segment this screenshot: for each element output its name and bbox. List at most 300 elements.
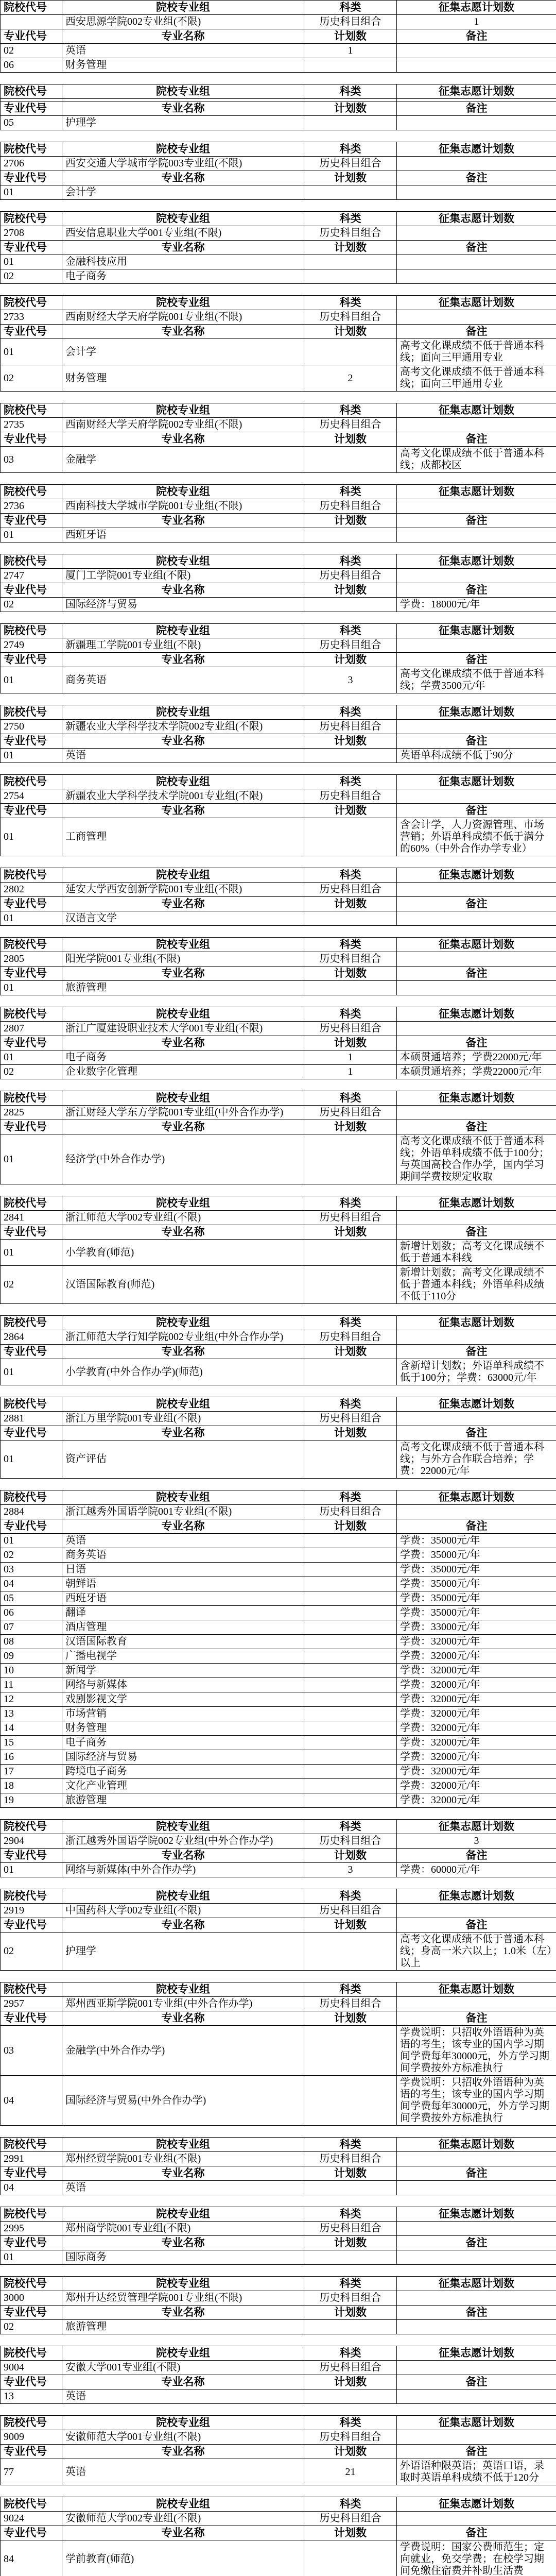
school-code: 2802 <box>1 883 62 897</box>
major-code: 01 <box>1 1359 62 1385</box>
header-major-name: 专业名称 <box>62 432 304 447</box>
table-row <box>1 528 556 543</box>
header-row <box>1 705 556 720</box>
major-note: 学费说明：国家公费师范生；定向就业，免交学费；在校学习期间免缴住宿费并补助生活费 <box>397 2540 556 2576</box>
plan-total <box>397 1211 556 1225</box>
school-table <box>0 2276 556 2334</box>
major-code: 02 <box>1 1065 62 1079</box>
header-note: 备注 <box>397 101 556 116</box>
header-major-code: 专业代号 <box>1 1345 62 1359</box>
subject: 历史科目组合 <box>304 499 397 514</box>
major-name: 市场营销 <box>62 1707 304 1721</box>
major-count <box>304 2389 397 2404</box>
major-code: 01 <box>1 911 62 926</box>
major-note: 高考文化课成绩不低于普通本科线；面向三甲通用专业 <box>397 339 556 365</box>
header-code: 院校代号 <box>1 1 62 15</box>
subject: 历史科目组合 <box>304 1330 397 1345</box>
header-count: 计划数 <box>304 1918 397 1933</box>
school-code: 2805 <box>1 952 62 967</box>
header-group: 院校专业组 <box>62 624 304 638</box>
major-name: 国际经济与贸易(中外合作办学) <box>62 2076 304 2126</box>
group-name: 郑州商学院001专业组(不限) <box>62 2222 304 2236</box>
header-row <box>1 2497 556 2512</box>
header-plan: 征集志愿计划数 <box>397 212 556 226</box>
major-code: 03 <box>1 2026 62 2076</box>
header-group: 院校专业组 <box>62 403 304 418</box>
header-group: 院校专业组 <box>62 775 304 789</box>
header-subject: 科类 <box>304 2138 397 2152</box>
major-code: 06 <box>1 1606 62 1620</box>
major-code: 13 <box>1 2389 62 2404</box>
major-name: 小学教育(师范) <box>62 1240 304 1266</box>
header-row <box>1 1 556 15</box>
major-note: 本硕贯通培养；学费22000元/年 <box>397 1050 556 1065</box>
plan-total <box>397 1412 556 1426</box>
major-count <box>304 1440 397 1479</box>
header-plan: 征集志愿计划数 <box>397 1007 556 1022</box>
major-name: 翻译 <box>62 1606 304 1620</box>
block-gap <box>0 995 556 1007</box>
block-gap <box>0 1385 556 1397</box>
major-code: 01 <box>1 818 62 856</box>
school-table <box>0 1490 556 1808</box>
header-count: 计划数 <box>304 1225 397 1240</box>
header-plan: 征集志愿计划数 <box>397 2207 556 2222</box>
major-note: 学费：32000元/年 <box>397 1649 556 1664</box>
header-note: 备注 <box>397 1426 556 1440</box>
header-plan: 征集志愿计划数 <box>397 1 556 15</box>
group-name: 新疆理工学院001专业组(不限) <box>62 638 304 653</box>
subject: 历史科目组合 <box>304 15 397 29</box>
major-note <box>397 528 556 543</box>
school-code: 2807 <box>1 1022 62 1036</box>
school-code: 2904 <box>1 1834 62 1849</box>
major-count <box>304 339 397 365</box>
header-code: 院校代号 <box>1 1007 62 1022</box>
group-name: 西安交通大学城市学院003专业组(不限) <box>62 157 304 171</box>
subheader-row <box>1 2306 556 2320</box>
header-group: 院校专业组 <box>62 485 304 499</box>
header-major-code: 专业代号 <box>1 1918 62 1933</box>
plan-total <box>397 638 556 653</box>
header-row <box>1 1091 556 1106</box>
header-group: 院校专业组 <box>62 2207 304 2222</box>
major-count <box>304 1548 397 1563</box>
header-subject: 科类 <box>304 1316 397 1330</box>
plan-total <box>397 2291 556 2306</box>
major-count <box>304 1534 397 1548</box>
header-row <box>1 296 556 310</box>
header-plan: 征集志愿计划数 <box>397 1196 556 1211</box>
header-count: 计划数 <box>304 1849 397 1863</box>
major-code: 01 <box>1 1050 62 1065</box>
major-count <box>304 749 397 763</box>
header-major-name: 专业名称 <box>62 1120 304 1134</box>
major-count <box>304 818 397 856</box>
subheader-row <box>1 1849 556 1863</box>
major-count <box>304 447 397 473</box>
subheader-row <box>1 653 556 667</box>
school-table <box>0 937 556 995</box>
table-row <box>1 1620 556 1635</box>
group-name: 安徽师范大学001专业组(不限) <box>62 2430 304 2445</box>
major-note: 含新增计划数；外语单科成绩不低于100分；学费：63000元/年 <box>397 1359 556 1385</box>
header-code: 院校代号 <box>1 775 62 789</box>
group-name: 西安思源学院002专业组(不限) <box>62 15 304 29</box>
header-code: 院校代号 <box>1 84 62 99</box>
major-code: 01 <box>1 667 62 693</box>
subheader-row <box>1 583 556 598</box>
major-name: 网络与新媒体 <box>62 1678 304 1692</box>
major-name: 戏剧影视文学 <box>62 1692 304 1707</box>
group-name: 郑州西亚斯学院001专业组(中外合作办学) <box>62 1997 304 2011</box>
subject: 历史科目组合 <box>304 1997 397 2011</box>
table-row <box>1 1765 556 1779</box>
subheader-row <box>1 514 556 528</box>
header-major-name: 专业名称 <box>62 1918 304 1933</box>
table-row <box>1 818 556 856</box>
group-row <box>1 952 556 967</box>
header-note: 备注 <box>397 967 556 981</box>
header-count: 计划数 <box>304 583 397 598</box>
major-name: 学前教育(师范) <box>62 2540 304 2576</box>
major-count <box>304 1793 397 1808</box>
group-row <box>1 1211 556 1225</box>
header-subject: 科类 <box>304 2277 397 2291</box>
major-note: 高考文化课成绩不低于普通本科线；与外方合作联合培养；学费：22000元/年 <box>397 1440 556 1479</box>
header-count: 计划数 <box>304 1426 397 1440</box>
major-name: 英语 <box>62 2181 304 2195</box>
header-row <box>1 84 556 99</box>
header-note: 备注 <box>397 2526 556 2540</box>
subheader-row <box>1 101 556 116</box>
header-subject: 科类 <box>304 2416 397 2430</box>
header-major-code: 专业代号 <box>1 1519 62 1534</box>
subheader-row <box>1 2011 556 2026</box>
school-table <box>0 554 556 612</box>
major-note: 新增计划数；高考文化课成绩不低于普通本科线；外语单科成绩不低于110分 <box>397 1266 556 1304</box>
major-note <box>397 58 556 73</box>
header-count: 计划数 <box>304 171 397 185</box>
major-note: 学费：32000元/年 <box>397 1765 556 1779</box>
header-plan: 征集志愿计划数 <box>397 485 556 499</box>
major-note: 学费：35000元/年 <box>397 1591 556 1606</box>
major-note: 学费说明：只招收外语语种为英语的考生；该专业的国内学习期间学费每年30000元，外方学习期间学费按外方标准执行 <box>397 2076 556 2126</box>
school-table <box>0 2207 556 2265</box>
header-row <box>1 938 556 952</box>
header-major-name: 专业名称 <box>62 2236 304 2250</box>
major-code: 01 <box>1 339 62 365</box>
major-count <box>304 1649 397 1664</box>
group-row <box>1 720 556 734</box>
subject: 历史科目组合 <box>304 2222 397 2236</box>
major-count <box>304 1750 397 1765</box>
header-row <box>1 1820 556 1834</box>
plan-total <box>397 1022 556 1036</box>
header-code: 院校代号 <box>1 868 62 883</box>
major-note: 学费说明：只招收外语语种为英语的考生；该专业的国内学习期间学费每年30000元，外方学习期间学费按外方标准执行 <box>397 2026 556 2076</box>
header-code: 院校代号 <box>1 1091 62 1106</box>
major-count <box>304 1933 397 1971</box>
group-row <box>1 2152 556 2166</box>
header-major-name: 专业名称 <box>62 1426 304 1440</box>
header-note: 备注 <box>397 897 556 911</box>
group-name: 阳光学院001专业组(不限) <box>62 952 304 967</box>
major-count <box>304 1563 397 1577</box>
major-name: 酒店管理 <box>62 1620 304 1635</box>
table-row <box>1 1134 556 1184</box>
header-row <box>1 775 556 789</box>
header-major-code: 专业代号 <box>1 171 62 185</box>
school-code: 2881 <box>1 1412 62 1426</box>
header-count: 计划数 <box>304 1519 397 1534</box>
group-row <box>1 15 556 29</box>
school-code: 3000 <box>1 2291 62 2306</box>
header-group: 院校专业组 <box>62 1196 304 1211</box>
block-gap <box>0 130 556 142</box>
group-name: 新疆农业大学科学技术学院002专业组(不限) <box>62 720 304 734</box>
major-name: 会计学 <box>62 339 304 365</box>
subject: 历史科目组合 <box>304 2430 397 2445</box>
major-code: 01 <box>1 255 62 269</box>
table-row <box>1 1606 556 1620</box>
header-plan: 征集志愿计划数 <box>397 624 556 638</box>
header-code: 院校代号 <box>1 2138 62 2152</box>
table-row <box>1 1736 556 1750</box>
header-major-name: 专业名称 <box>62 2011 304 2026</box>
major-count <box>304 981 397 995</box>
school-table <box>0 1007 556 1079</box>
school-table <box>0 1315 556 1385</box>
major-name: 企业数字化管理 <box>62 1065 304 1079</box>
subheader-row <box>1 1345 556 1359</box>
major-count: 21 <box>304 2459 397 2485</box>
table-row <box>1 58 556 73</box>
header-row <box>1 554 556 569</box>
major-name: 朝鲜语 <box>62 1577 304 1591</box>
major-count <box>304 255 397 269</box>
subject: 历史科目组合 <box>304 2512 397 2526</box>
header-major-code: 专业代号 <box>1 29 62 44</box>
school-code: 2841 <box>1 1211 62 1225</box>
major-name: 日语 <box>62 1563 304 1577</box>
plan-total <box>397 418 556 432</box>
major-code: 01 <box>1 2250 62 2265</box>
school-table <box>0 1982 556 2126</box>
header-group: 院校专业组 <box>62 1889 304 1904</box>
subheader-row <box>1 734 556 749</box>
major-code: 03 <box>1 447 62 473</box>
header-note: 备注 <box>397 1519 556 1534</box>
plan-total <box>397 883 556 897</box>
major-code: 02 <box>1 598 62 612</box>
header-subject: 科类 <box>304 142 397 157</box>
header-note: 备注 <box>397 1849 556 1863</box>
major-code: 12 <box>1 1692 62 1707</box>
school-code: 2884 <box>1 1505 62 1519</box>
block-gap <box>0 473 556 484</box>
group-name: 郑州经贸学院001专业组(不限) <box>62 2152 304 2166</box>
header-plan: 征集志愿计划数 <box>397 705 556 720</box>
subheader-row <box>1 2236 556 2250</box>
header-major-code: 专业代号 <box>1 734 62 749</box>
major-count <box>304 1707 397 1721</box>
header-count: 计划数 <box>304 897 397 911</box>
table-row <box>1 1678 556 1692</box>
subject: 历史科目组合 <box>304 1904 397 1918</box>
header-major-code: 专业代号 <box>1 967 62 981</box>
header-note: 备注 <box>397 653 556 667</box>
major-count <box>304 1620 397 1635</box>
table-row <box>1 749 556 763</box>
major-note: 学费：32000元/年 <box>397 1750 556 1765</box>
header-code: 院校代号 <box>1 2207 62 2222</box>
major-name: 新闻学 <box>62 1664 304 1678</box>
major-note: 学费：60000元/年 <box>397 1863 556 1877</box>
header-major-name: 专业名称 <box>62 804 304 818</box>
header-subject: 科类 <box>304 1490 397 1505</box>
subject: 历史科目组合 <box>304 1412 397 1426</box>
plan-total <box>397 226 556 241</box>
major-note: 高考文化课成绩不低于普通本科线；成都校区 <box>397 447 556 473</box>
major-code: 19 <box>1 1793 62 1808</box>
major-code: 05 <box>1 116 62 130</box>
header-note: 备注 <box>397 2306 556 2320</box>
major-note: 学费：18000元/年 <box>397 598 556 612</box>
subject: 历史科目组合 <box>304 418 397 432</box>
major-note: 学费：35000元/年 <box>397 1534 556 1548</box>
major-name: 旅游管理 <box>62 1793 304 1808</box>
block-gap <box>0 2126 556 2137</box>
group-row <box>1 226 556 241</box>
header-subject: 科类 <box>304 1 397 15</box>
header-group: 院校专业组 <box>62 1 304 15</box>
header-major-code: 专业代号 <box>1 325 62 339</box>
table-row <box>1 1548 556 1563</box>
header-code: 院校代号 <box>1 1397 62 1412</box>
header-count: 计划数 <box>304 2166 397 2181</box>
school-code: 2747 <box>1 569 62 583</box>
subheader-row <box>1 29 556 44</box>
header-subject: 科类 <box>304 84 397 99</box>
header-code: 院校代号 <box>1 1820 62 1834</box>
subject: 历史科目组合 <box>304 569 397 583</box>
block-gap <box>0 1184 556 1196</box>
header-subject: 科类 <box>304 554 397 569</box>
major-count <box>304 1779 397 1793</box>
group-name: 浙江财经大学东方学院001专业组(中外合作办学) <box>62 1106 304 1120</box>
major-code: 02 <box>1 1548 62 1563</box>
header-subject: 科类 <box>304 624 397 638</box>
header-major-name: 专业名称 <box>62 241 304 255</box>
major-code: 77 <box>1 2459 62 2485</box>
group-name: 西安信息职业大学001专业组(不限) <box>62 226 304 241</box>
subheader-row <box>1 804 556 818</box>
group-row <box>1 1505 556 1519</box>
table-row <box>1 1707 556 1721</box>
header-subject: 科类 <box>304 1820 397 1834</box>
major-note: 学费：32000元/年 <box>397 1707 556 1721</box>
table-row <box>1 1793 556 1808</box>
major-note: 学费：35000元/年 <box>397 1577 556 1591</box>
header-group: 院校专业组 <box>62 1091 304 1106</box>
group-row <box>1 2512 556 2526</box>
header-row <box>1 1982 556 1997</box>
major-count <box>304 598 397 612</box>
school-table <box>0 2497 556 2576</box>
table-row <box>1 1065 556 1079</box>
block-gap <box>0 612 556 623</box>
school-table <box>0 623 556 693</box>
subject: 历史科目组合 <box>304 883 397 897</box>
table-row <box>1 2320 556 2334</box>
subject: 历史科目组合 <box>304 1505 397 1519</box>
header-code: 院校代号 <box>1 2497 62 2512</box>
header-count: 计划数 <box>304 653 397 667</box>
table-row <box>1 365 556 392</box>
header-major-name: 专业名称 <box>62 583 304 598</box>
block-gap <box>0 1079 556 1091</box>
major-name: 西班牙语 <box>62 528 304 543</box>
table-row <box>1 1721 556 1736</box>
major-count <box>304 2250 397 2265</box>
header-plan: 征集志愿计划数 <box>397 403 556 418</box>
subheader-row <box>1 1918 556 1933</box>
major-count <box>304 1664 397 1678</box>
major-count <box>304 1134 397 1184</box>
header-group: 院校专业组 <box>62 1820 304 1834</box>
major-code: 03 <box>1 1563 62 1577</box>
header-major-code: 专业代号 <box>1 583 62 598</box>
header-count: 计划数 <box>304 2011 397 2026</box>
subheader-row <box>1 432 556 447</box>
header-major-name: 专业名称 <box>62 653 304 667</box>
subject: 历史科目组合 <box>304 310 397 325</box>
major-count <box>304 2181 397 2195</box>
major-count <box>304 1591 397 1606</box>
school-table <box>0 2137 556 2195</box>
subject: 历史科目组合 <box>304 226 397 241</box>
table-row <box>1 1664 556 1678</box>
header-row <box>1 1007 556 1022</box>
header-group: 院校专业组 <box>62 2277 304 2291</box>
header-major-name: 专业名称 <box>62 101 304 116</box>
major-note: 学费：32000元/年 <box>397 1678 556 1692</box>
header-row <box>1 2346 556 2361</box>
subject: 历史科目组合 <box>304 2291 397 2306</box>
major-name: 电子商务 <box>62 269 304 284</box>
table-row <box>1 2389 556 2404</box>
header-group: 院校专业组 <box>62 554 304 569</box>
plan-total <box>397 310 556 325</box>
group-row <box>1 499 556 514</box>
table-row <box>1 1440 556 1479</box>
school-code: 2706 <box>1 157 62 171</box>
header-note: 备注 <box>397 325 556 339</box>
table-row <box>1 255 556 269</box>
major-name: 财务管理 <box>62 1721 304 1736</box>
header-count: 计划数 <box>304 2526 397 2540</box>
major-name: 资产评估 <box>62 1440 304 1479</box>
header-plan: 征集志愿计划数 <box>397 868 556 883</box>
header-code: 院校代号 <box>1 1316 62 1330</box>
header-count: 计划数 <box>304 2375 397 2389</box>
major-note <box>397 116 556 130</box>
header-major-name: 专业名称 <box>62 1225 304 1240</box>
block-gap <box>0 2195 556 2207</box>
table-row <box>1 1050 556 1065</box>
plan-total <box>397 1505 556 1519</box>
